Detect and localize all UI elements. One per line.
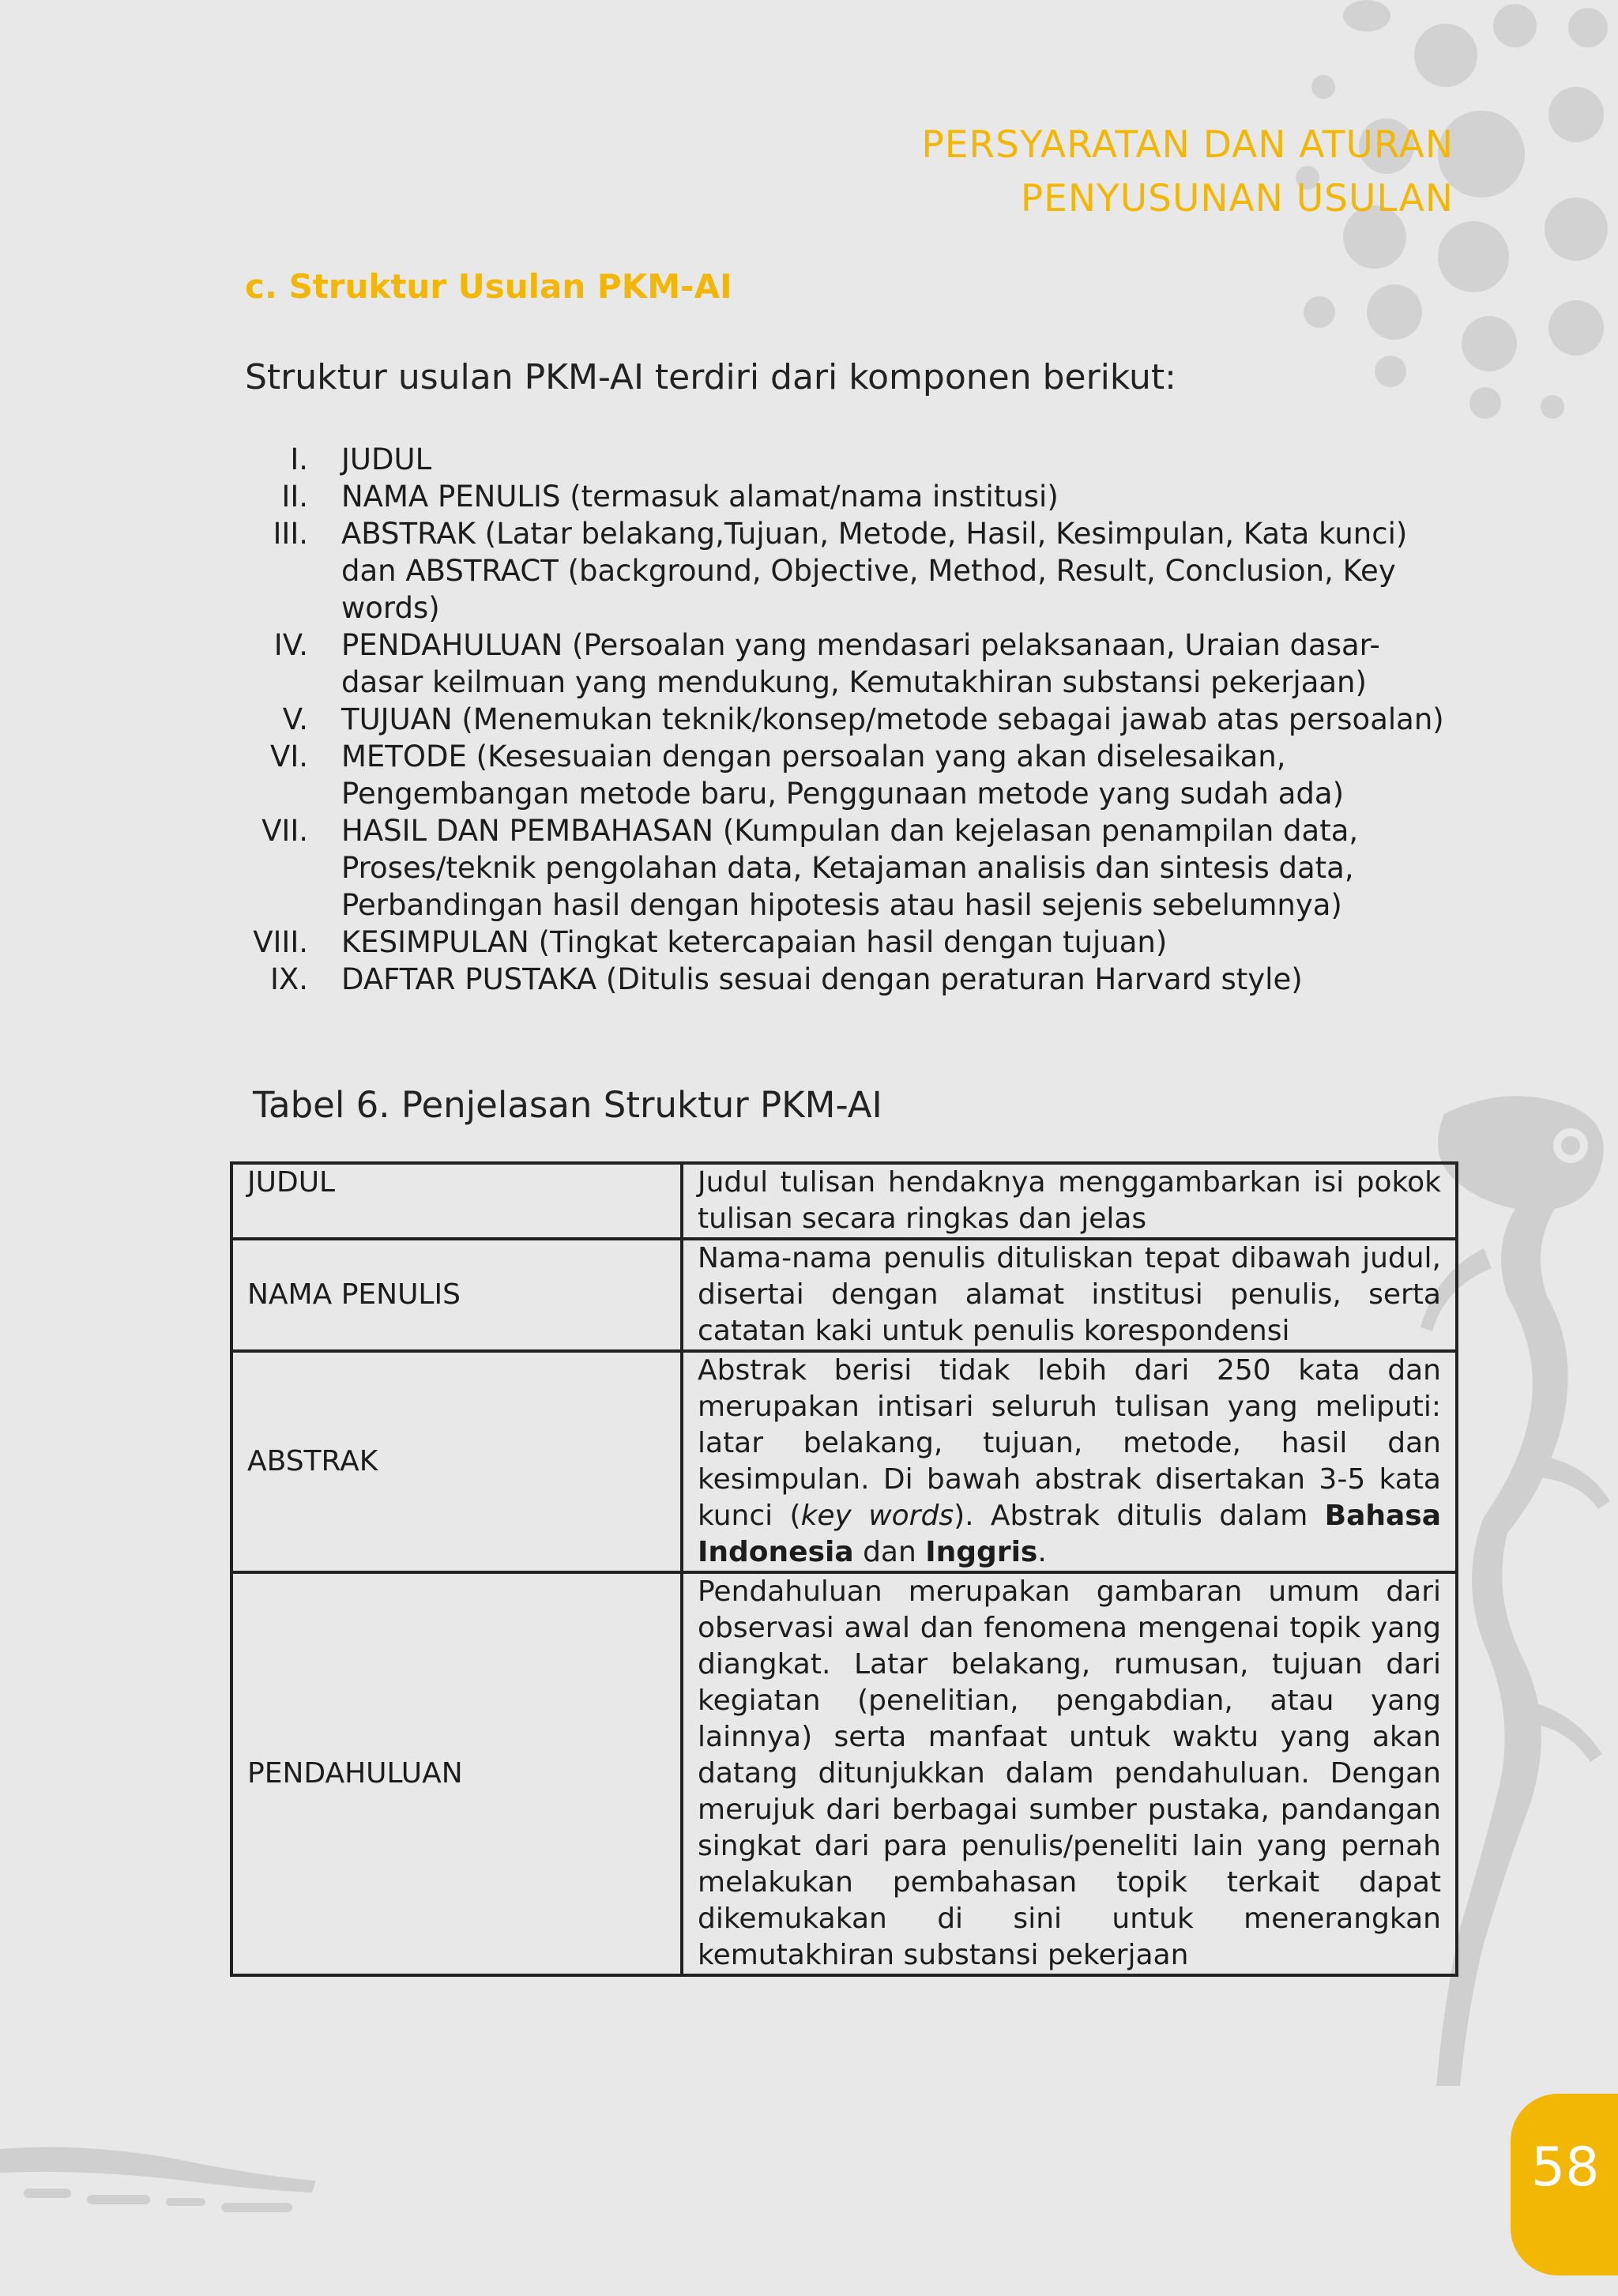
page-number: 58 bbox=[1531, 2136, 1600, 2199]
abstract-desc-part: . bbox=[1037, 1536, 1047, 1568]
list-item-number: II. bbox=[281, 480, 308, 514]
table-cell-description bbox=[682, 1351, 1457, 1572]
section-intro: Struktur usulan PKM-AI terdiri dari komponen berikut: bbox=[245, 357, 1176, 397]
chapter-header-title bbox=[921, 119, 1454, 226]
table-cell-description: Pendahuluan merupakan gambaran umum dari observasi awal dan fenomena mengenai topik yang diangkat. Latar belakang, rumusan, tujuan dari kegiatan (penelitian, pengabdian, atau yang lainnya) serta manfaat untuk waktu yang akan datang ditunjukkan dalam pendahuluan. Dengan merujuk dari berbagai sumber pustaka, pandangan singkat dari para penulis/peneliti lain yang pernah melakukan pembahasan topik terkait dapat dikemukakan di sini untuk menerangkan kemutakhiran substansi pekerjaan bbox=[682, 1572, 1457, 1975]
list-item-number: III. bbox=[273, 517, 308, 551]
list-item bbox=[237, 701, 1454, 738]
list-item-text: NAMA PENULIS (termasuk alamat/nama institusi) bbox=[341, 480, 1059, 514]
list-item bbox=[237, 627, 1454, 701]
structure-table bbox=[230, 1161, 1458, 1977]
abstract-desc-part: Abstrak berisi tidak lebih dari 250 kata dan merupakan intisari seluruh tulisan yang meliputi: latar belakang, tujuan, metode, hasil dan kesimpulan. Di bawah abstrak disertakan 3-5 kata kunci ( bbox=[698, 1354, 1441, 1532]
abstract-desc-part: ). Abstrak ditulis dalam bbox=[954, 1500, 1325, 1532]
chapter-header-line-2: PENYUSUNAN USULAN bbox=[1020, 177, 1454, 220]
list-item bbox=[237, 515, 1454, 627]
table-row bbox=[231, 1351, 1457, 1572]
list-item bbox=[237, 478, 1454, 515]
list-item-number: VII. bbox=[262, 814, 308, 848]
chapter-header-line-1: PERSYARATAN DAN ATURAN bbox=[921, 123, 1454, 167]
list-item bbox=[237, 738, 1454, 812]
list-item-text: TUJUAN (Menemukan teknik/konsep/metode sebagai jawab atas persoalan) bbox=[341, 702, 1444, 736]
abstract-desc-italic: key words bbox=[800, 1500, 954, 1532]
list-item bbox=[237, 441, 1454, 478]
structure-list bbox=[237, 441, 1454, 998]
list-item-number: I. bbox=[290, 442, 308, 476]
list-item-number: VI. bbox=[270, 740, 308, 773]
abstract-desc-bold: Bahasa Indonesia bbox=[698, 1500, 1441, 1568]
table-cell-label: ABSTRAK bbox=[231, 1351, 682, 1572]
table-cell-description: Nama-nama penulis dituliskan tepat dibawah judul, disertai dengan alamat institusi penulis, serta catatan kaki untuk penulis korespondensi bbox=[682, 1239, 1457, 1351]
list-item-text: ABSTRAK (Latar belakang,Tujuan, Metode, Hasil, Kesimpulan, Kata kunci) dan ABSTRACT (background, Objective, Method, Result, Conclusion, Key words) bbox=[341, 517, 1408, 625]
list-item-text: KESIMPULAN (Tingkat ketercapaian hasil dengan tujuan) bbox=[341, 925, 1168, 959]
table-cell-label: PENDAHULUAN bbox=[231, 1572, 682, 1975]
list-item-number: IV. bbox=[273, 628, 308, 662]
list-item-text: JUDUL bbox=[341, 442, 432, 476]
abstract-desc-bold: Inggris bbox=[925, 1536, 1038, 1568]
table-row bbox=[231, 1163, 1457, 1239]
list-item bbox=[237, 924, 1454, 961]
list-item-text: DAFTAR PUSTAKA (Ditulis sesuai dengan peraturan Harvard style) bbox=[341, 962, 1303, 996]
table-caption: Tabel 6. Penjelasan Struktur PKM-AI bbox=[253, 1084, 882, 1126]
list-item-text: HASIL DAN PEMBAHASAN (Kumpulan dan kejelasan penampilan data, Proses/teknik pengolahan data, Ketajaman analisis dan sintesis data, Perbandingan hasil dengan hipotesis atau hasil sejenis sebelumnya) bbox=[341, 814, 1359, 922]
brush-streak-decoration bbox=[0, 2133, 332, 2228]
abstract-desc-part: dan bbox=[853, 1536, 926, 1568]
table-row bbox=[231, 1572, 1457, 1975]
list-item-text: METODE (Kesesuaian dengan persoalan yang akan diselesaikan, Pengembangan metode baru, Penggunaan metode yang sudah ada) bbox=[341, 740, 1345, 811]
table-cell-description: Judul tulisan hendaknya menggambarkan isi pokok tulisan secara ringkas dan jelas bbox=[682, 1163, 1457, 1239]
table-cell-label: NAMA PENULIS bbox=[231, 1239, 682, 1351]
table-cell-label: JUDUL bbox=[231, 1163, 682, 1239]
list-item-text: PENDAHULUAN (Persoalan yang mendasari pelaksanaan, Uraian dasar-dasar keilmuan yang mendukung, Kemutakhiran substansi pekerjaan) bbox=[341, 628, 1380, 699]
section-heading: c. Struktur Usulan PKM-AI bbox=[245, 267, 732, 306]
list-item-number: VIII. bbox=[253, 925, 308, 959]
list-item-number: IX. bbox=[269, 962, 308, 996]
list-item bbox=[237, 961, 1454, 998]
list-item-number: V. bbox=[282, 702, 308, 736]
list-item bbox=[237, 812, 1454, 924]
table-row bbox=[231, 1239, 1457, 1351]
